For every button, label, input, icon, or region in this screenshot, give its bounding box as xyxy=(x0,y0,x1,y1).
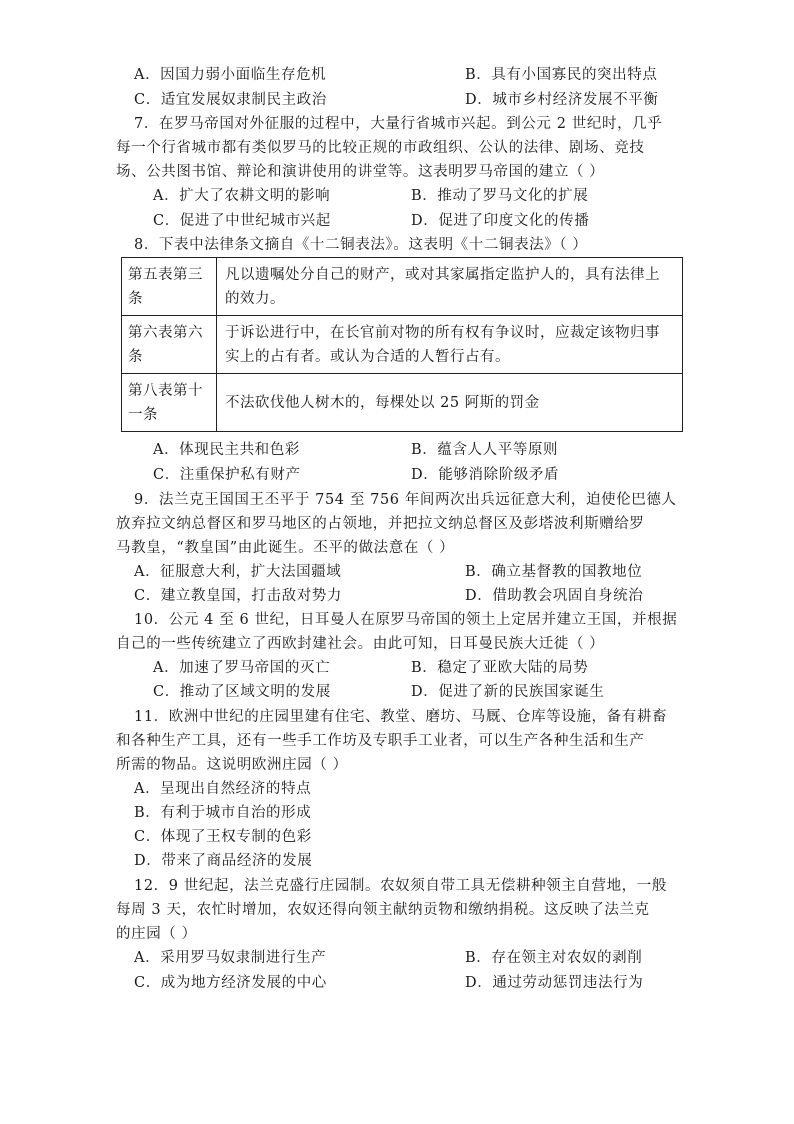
q8-option-b: B．蕴含人人平等原则 xyxy=(411,442,559,458)
q10-option-c: C．推动了区域文明的发展 xyxy=(153,684,331,700)
q9-stem-line-3: 马教皇，“教皇国”由此诞生。丕平的做法意在（ ） xyxy=(116,540,455,556)
table-row xyxy=(122,316,683,374)
q11-option-d: D．带来了商品经济的发展 xyxy=(134,853,313,869)
q11-option-a: A．呈现出自然经济的特点 xyxy=(134,781,312,797)
q10-option-a: A．加速了罗马帝国的灭亡 xyxy=(153,660,331,676)
q6-option-c: C．适宜发展奴隶制民主政治 xyxy=(134,92,327,108)
q10-stem-line-2: 自己的一些传统建立了西欧封建社会。由此可知，日耳曼民族大迁徙（ ） xyxy=(116,636,605,652)
law-table xyxy=(121,257,683,432)
q11-stem-line-2: 和各种生产工具，还有一些手工作坊及专职手工业者，可以生产各种生活和生产 xyxy=(116,733,645,749)
q11-option-c: C．体现了王权专制的色彩 xyxy=(134,829,312,845)
q12-option-c: C．成为地方经济发展的中心 xyxy=(134,975,327,991)
table-cell-article: 第八表第十一条 xyxy=(122,374,217,432)
q7-stem-line-3: 场、公共图书馆、辩论和演讲使用的讲堂等。这表明罗马帝国的建立（ ） xyxy=(116,164,605,180)
table-cell-text: 于诉讼进行中，在长官前对物的所有权有争议时，应裁定该物归事实上的占有者。或认为合适的人暂行占有。 xyxy=(217,316,683,374)
q11-stem-line-1: 11．欧洲中世纪的庄园里建有住宅、教堂、磨坊、马厩、仓库等设施，备有耕畜 xyxy=(134,709,668,725)
q6-option-a: A．因国力弱小面临生存危机 xyxy=(134,67,327,83)
q7-option-d: D．促进了印度文化的传播 xyxy=(411,213,590,229)
q12-option-b: B．存在领主对农奴的剥削 xyxy=(465,950,643,966)
q9-stem-line-1: 9．法兰克王国国王丕平于 754 至 756 年间两次出兵远征意大利，迫使伦巴德人 xyxy=(134,492,677,508)
table-cell-article: 第五表第三条 xyxy=(122,258,217,316)
table-row xyxy=(122,258,683,316)
q7-stem-line-1: 7．在罗马帝国对外征服的过程中，大量行省城市兴起。到公元 2 世纪时，几乎 xyxy=(134,116,663,132)
q9-option-a: A．征服意大利，扩大法国疆域 xyxy=(134,564,342,580)
table-row xyxy=(122,374,683,432)
q12-option-a: A．采用罗马奴隶制进行生产 xyxy=(134,950,327,966)
q9-option-c: C．建立教皇国，打击敌对势力 xyxy=(134,588,342,604)
table-cell-article: 第六表第六条 xyxy=(122,316,217,374)
q9-stem-line-2: 放弃拉文纳总督区和罗马地区的占领地，并把拉文纳总督区及彭塔波利斯赠给罗 xyxy=(116,516,645,532)
q8-stem: 8．下表中法律条文摘自《十二铜表法》。这表明《十二铜表法》（ ） xyxy=(134,237,588,253)
q8-option-a: A．体现民主共和色彩 xyxy=(153,442,300,458)
q7-option-a: A．扩大了农耕文明的影响 xyxy=(153,188,331,204)
q6-option-d: D．城市乡村经济发展不平衡 xyxy=(465,92,659,108)
q7-stem-line-2: 每一个行省城市都有类似罗马的比较正规的市政组织、公认的法律、剧场、竞技 xyxy=(116,140,645,156)
q12-stem-line-2: 每周 3 天，农忙时增加，农奴还得向领主献纳贡物和缴纳捐税。这反映了法兰克 xyxy=(116,902,650,918)
table-cell-text: 不法砍伐他人树木的，每棵处以 25 阿斯的罚金 xyxy=(217,374,683,432)
q12-option-d: D．通过劳动惩罚违法行为 xyxy=(465,975,644,991)
q12-stem-line-1: 12．9 世纪起，法兰克盛行庄园制。农奴须自带工具无偿耕种领主自营地，一般 xyxy=(134,878,667,894)
q7-option-b: B．推动了罗马文化的扩展 xyxy=(411,188,589,204)
q9-option-b: B．确立基督教的国教地位 xyxy=(465,564,643,580)
q9-option-d: D．借助教会巩固自身统治 xyxy=(465,588,644,604)
q11-option-b: B．有利于城市自治的形成 xyxy=(134,805,312,821)
q10-option-b: B．稳定了亚欧大陆的局势 xyxy=(411,660,589,676)
q10-stem-line-1: 10．公元 4 至 6 世纪，日耳曼人在原罗马帝国的领土上定居并建立王国，并根据 xyxy=(134,612,678,628)
q11-stem-line-3: 所需的物品。这说明欧洲庄园（ ） xyxy=(116,757,348,773)
q12-stem-line-3: 的庄园（ ） xyxy=(116,926,197,942)
q8-option-c: C．注重保护私有财产 xyxy=(153,467,301,483)
q10-option-d: D．促进了新的民族国家诞生 xyxy=(411,684,605,700)
table-cell-text: 凡以遗嘱处分自己的财产，或对其家属指定监护人的，具有法律上的效力。 xyxy=(217,258,683,316)
q8-option-d: D．能够消除阶级矛盾 xyxy=(411,467,560,483)
q6-option-b: B．具有小国寡民的突出特点 xyxy=(465,67,658,83)
q7-option-c: C．促进了中世纪城市兴起 xyxy=(153,213,331,229)
